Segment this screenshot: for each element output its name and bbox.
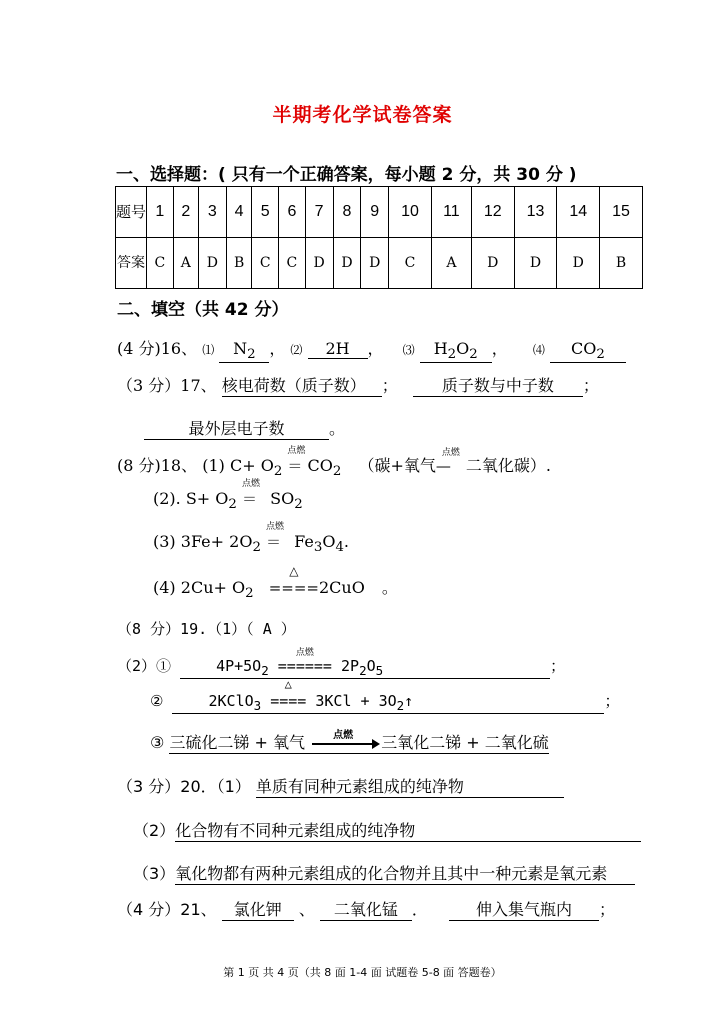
q16-answer2: 2H — [308, 339, 368, 359]
question-number-cell: 11 — [431, 187, 471, 238]
answer-cell: C — [279, 238, 306, 289]
section2-heading: 二、填空（共 42 分） — [117, 300, 289, 320]
heat-condition: △ ==== — [268, 564, 319, 597]
ignite-condition: 点燃 ＝ — [287, 446, 306, 475]
q20-answer1: 单质有同种元素组成的纯净物 — [256, 774, 564, 798]
q18-eq1: (8 分)18、 (1) $C+ O_2$ 点燃 ＝ $CO_2$ （碳+氧气 点燃 — 二氧化碳）. — [117, 446, 551, 480]
q16-answer4: $CO_2$ — [550, 339, 626, 363]
page-title: 半期考化学试卷答案 — [272, 104, 453, 126]
q20-line3: （3）氧化物都有两种元素组成的化合物并且其中一种元素是氧元素 — [133, 861, 635, 885]
q20-answer3: 氧化物都有两种元素组成的化合物并且其中一种元素是氧元素 — [175, 861, 635, 885]
q16-answer1: $N_2$ — [219, 339, 269, 363]
question-number-cell: 15 — [600, 187, 643, 238]
q20-line1: （3 分）20．（1） 单质有同种元素组成的纯净物 — [117, 774, 564, 798]
question-number-cell: 7 — [305, 187, 333, 238]
q19-line3: ② 2KClO$_3$ △ ==== $3KCl + 3O_2↑$ ； — [150, 677, 620, 713]
answer-cell: D — [514, 238, 557, 289]
reaction-arrow: 点燃 — [312, 743, 374, 745]
table-row-answers — [116, 238, 643, 289]
question-number-cell: 13 — [514, 187, 557, 238]
answer-cell: D — [557, 238, 600, 289]
q19-line4: ③ 三硫化二锑 + 氧气 点燃 三氧化二锑 + 二氧化硫 — [150, 729, 549, 752]
answer-cell: B — [600, 238, 643, 289]
q18-eq4: (4) $2Cu+ O_2$ △ ====2CuO 。 — [153, 564, 398, 602]
answer-cell: D — [305, 238, 333, 289]
answer-cell: A — [431, 238, 471, 289]
answer-cell: D — [471, 238, 514, 289]
q16-num3: ⑶ — [402, 343, 415, 357]
q18-eq2: (2). $S+ O_2$ 点燃 ＝ $SO_2$ — [153, 479, 303, 513]
answer-cell: D — [361, 238, 389, 289]
q17-answer1: 核电荷数（质子数） — [222, 373, 382, 397]
question-number-cell: 9 — [361, 187, 389, 238]
q17-line2: 最外层电子数 。 — [144, 416, 345, 440]
answer-cell: C — [147, 238, 174, 289]
q21-answer3: 伸入集气瓶内 — [449, 897, 599, 921]
page-footer: 第 1 页 共 4 页（共 8 面 1-4 面 试题卷 5-8 面 答题卷） — [223, 966, 502, 979]
q20-answer2: 化合物有不同种元素组成的纯净物 — [175, 818, 641, 842]
answer-cell: D — [333, 238, 361, 289]
q20-line2: （2）化合物有不同种元素组成的纯净物 — [133, 818, 641, 842]
question-number-cell: 12 — [471, 187, 514, 238]
q19-line2: （2）① $4P+5O_2$ 点燃 ====== $2P_2O_5$ ； — [117, 648, 566, 678]
question-number-cell: 6 — [279, 187, 306, 238]
q17-answer3: 最外层电子数 — [144, 416, 329, 440]
q17-line: （3 分）17、 核电荷数（质子数） ； 质子数与中子数 ； — [117, 373, 599, 397]
answer-cell: B — [226, 238, 252, 289]
question-number-cell: 2 — [173, 187, 198, 238]
answer-cell: C — [252, 238, 279, 289]
q18-eq3: (3) $3Fe+ 2O_2$ 点燃 ＝ $Fe_3O_4$. — [153, 522, 350, 556]
q18-score: (8 分)18、 — [117, 456, 198, 475]
question-number-cell: 4 — [226, 187, 252, 238]
table-row-numbers — [116, 187, 643, 238]
question-number-cell: 10 — [389, 187, 432, 238]
q16-num2: ⑵ — [290, 343, 303, 357]
section1-heading: 一、选择题：( 只有一个正确答案，每小题 2 分，共 30 分 ) — [116, 165, 577, 185]
q16-answer3: $H_2O_2$ — [420, 339, 492, 363]
answer-cell: D — [198, 238, 226, 289]
question-number-cell: 8 — [333, 187, 361, 238]
question-number-cell: 3 — [198, 187, 226, 238]
answer-cell: A — [173, 238, 198, 289]
row-header-answer: 答案 — [116, 238, 147, 289]
answer-table — [115, 186, 643, 289]
answer-cell: C — [389, 238, 432, 289]
question-number-cell: 5 — [252, 187, 279, 238]
question-number-cell: 14 — [557, 187, 600, 238]
q17-answer2: 质子数与中子数 — [413, 373, 583, 397]
q17-score: （3 分）17、 — [117, 376, 217, 395]
q16-num4: ⑷ — [532, 343, 545, 357]
q21-line: （4 分）21、 氯化钾 、 二氧化锰 ． 伸入集气瓶内 ； — [117, 897, 615, 921]
q16-line: (4 分)16、 ⑴ $N_2$ ， ⑵ 2H ， ⑶ $H_2O_2$ ， ⑷ $CO_2$ — [117, 336, 626, 363]
q19-line1: （8 分）19.（1）（ A ） — [117, 620, 296, 638]
q21-answer1: 氯化钾 — [222, 897, 294, 921]
q21-answer2: 二氧化锰 — [320, 897, 412, 921]
row-header-question: 题号 — [116, 187, 147, 238]
question-number-cell: 1 — [147, 187, 174, 238]
q16-score: (4 分)16、 — [117, 339, 198, 358]
q16-num1: ⑴ — [202, 343, 215, 357]
